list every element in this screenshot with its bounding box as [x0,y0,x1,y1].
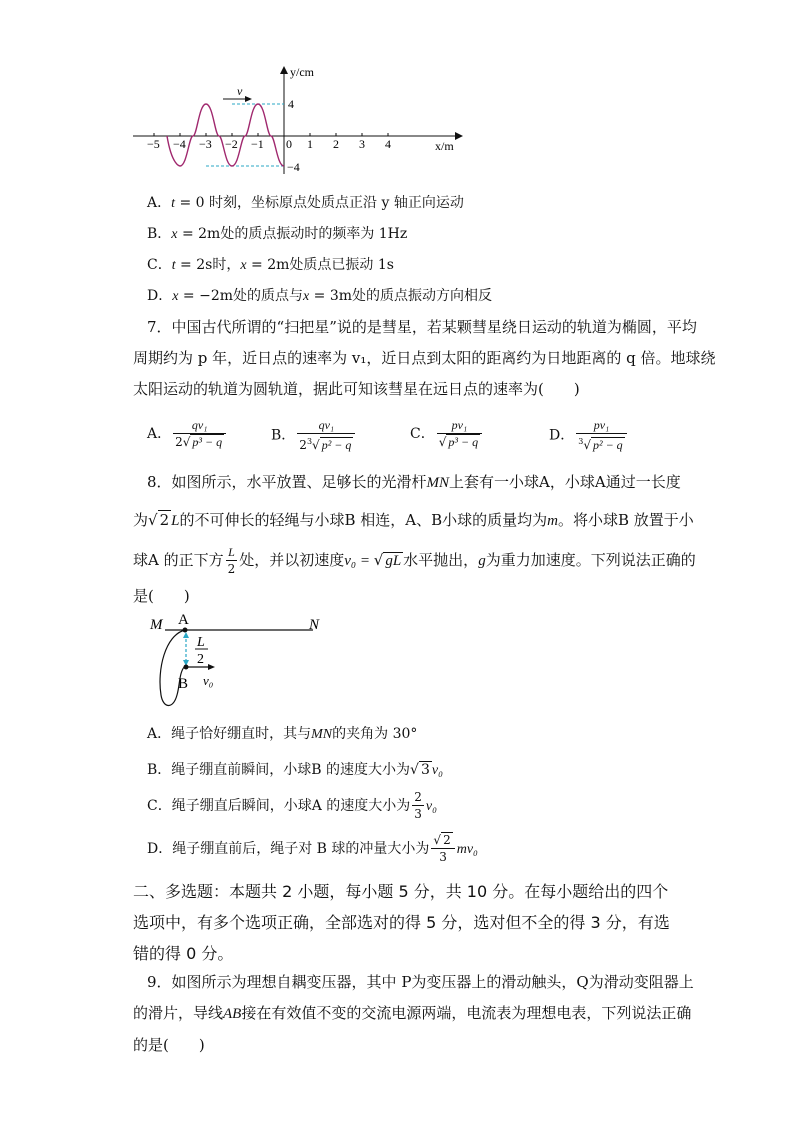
label-a: A [178,612,189,628]
x-tick-label: 4 [385,137,391,151]
q8-option-d[interactable]: D．绳子绷直前后，绳子对 B 球的冲量大小为 $\frac{√ 2}{3}$ mv₀ [147,833,478,864]
y-axis-label: y/cm [290,65,314,79]
q6-option-b[interactable]: B．x = 2m处的质点振动时的频率为 1Hz [147,226,408,242]
section-line: 错的得 0 分。 [133,944,234,963]
wave-graph [125,62,465,182]
q8-stem [133,467,696,612]
q7-line: 太阳运动的轨道为圆轨道，据此可知该彗星在远日点的速率为( ) [133,380,580,398]
q7-option-a[interactable]: A． $\frac{\text{qv₁}}{\text{2√ p³ − q}}$ [147,418,228,450]
x-axis-label: x/m [435,139,454,153]
x-tick-label: −5 [147,137,160,151]
x-tick-label: −1 [251,137,264,151]
amp-bottom-label: −4 [287,160,300,174]
section-line: 二、多选题：本题共 2 小题，每小题 5 分，共 10 分。在每小题给出的四个 [133,882,669,901]
q7-option-b[interactable]: B． $\frac{\text{qv₁}}{2^3√ p^2 - q}$ [271,418,357,453]
q6-option-d[interactable]: D．x = −2m处的质点与x = 3m处的质点振动方向相反 [147,288,493,304]
section-2-header [133,876,673,969]
q8-line: 球A 的正下方 $\frac{L}{2}$ 处，并以初速度v₀ = √ gL 水平抛出，g为重力加速度。下列说法正确的 [133,545,696,576]
label-v0: v₀ [203,673,214,688]
q7-stem [133,312,716,405]
velocity-arrowhead [245,96,252,102]
q8-line: 是( ) [133,587,190,605]
q9-stem [133,967,694,1061]
x-axis-arrow [455,132,463,140]
x-tick-label: −3 [199,137,212,151]
x-tick-label: 1 [307,137,313,151]
amp-top-label: 4 [288,97,294,111]
velocity-label: v [237,84,243,98]
q8-line: 为√ 2 L的不可伸长的轻绳与小球B 相连，A、B小球的质量均为m。将小球B 放置于小 [133,511,694,529]
x-tick-label: 0 [286,137,292,151]
q7-line: 7．中国古代所谓的“扫把星”说的是彗星，若某颗彗星绕日运动的轨道为椭圆，平均 [147,318,697,336]
section-line: 选项中，有多个选项正确，全部选对的得 5 分，选对但不全的得 3 分，有选 [133,913,670,932]
label-b: B [178,676,189,692]
label-m: M [150,617,163,633]
wave-curve [167,104,284,166]
x-tick-label: 2 [333,137,339,151]
y-axis-arrow [280,66,288,74]
q8-figure [145,610,335,720]
q7-line: 周期约为 p 年，近日点的速率为 v₁，近日点到太阳的距离约为日地距离的 q 倍。地球绕 [133,349,716,367]
q7-option-d[interactable]: D． $\frac{\text{pv₁}}{^3√ p^2 - q}$ [549,418,629,453]
x-tick-label: −2 [225,137,238,151]
label-n: N [309,617,320,633]
q9-line: 9．如图所示为理想自耦变压器，其中 P为变压器上的滑动触头，Q为滑动变阻器上 [147,973,694,991]
q8-option-c[interactable]: C．绳子绷直后瞬间，小球A 的速度大小为 $\frac{2}{3}$ v₀ [147,790,438,821]
q8-line: 8．如图所示，水平放置、足够长的光滑杆MN上套有一小球A，小球A通过一长度 [147,473,681,491]
x-tick-label: −4 [173,137,186,151]
q8-option-a[interactable]: A．绳子恰好绷直时，其与MN的夹角为 30° [147,726,418,742]
q7-option-c[interactable]: C． $\frac{\text{pv₁}}{\text{√ p³ − q}}$ [410,418,484,450]
q9-line: 的是( ) [133,1036,205,1054]
marker-arrow-up [183,632,189,638]
label-l: L [197,635,205,650]
q8-option-b[interactable]: B．绳子绷直前瞬间，小球B 的速度大小为√ 3 v₀ [147,762,443,778]
rope [160,630,185,706]
label-two: 2 [197,652,204,667]
v0-arrowhead [208,664,215,670]
q6-option-c[interactable]: C．t = 2s时，x = 2m处质点已振动 1s [147,257,394,273]
q6-option-a[interactable]: A．t = 0 时刻，坐标原点处质点正沿 y 轴正向运动 [147,195,464,211]
q9-line: 的滑片，导线AB接在有效值不变的交流电源两端，电流表为理想电表，下列说法正确 [133,1004,692,1022]
x-tick-label: 3 [359,137,365,151]
